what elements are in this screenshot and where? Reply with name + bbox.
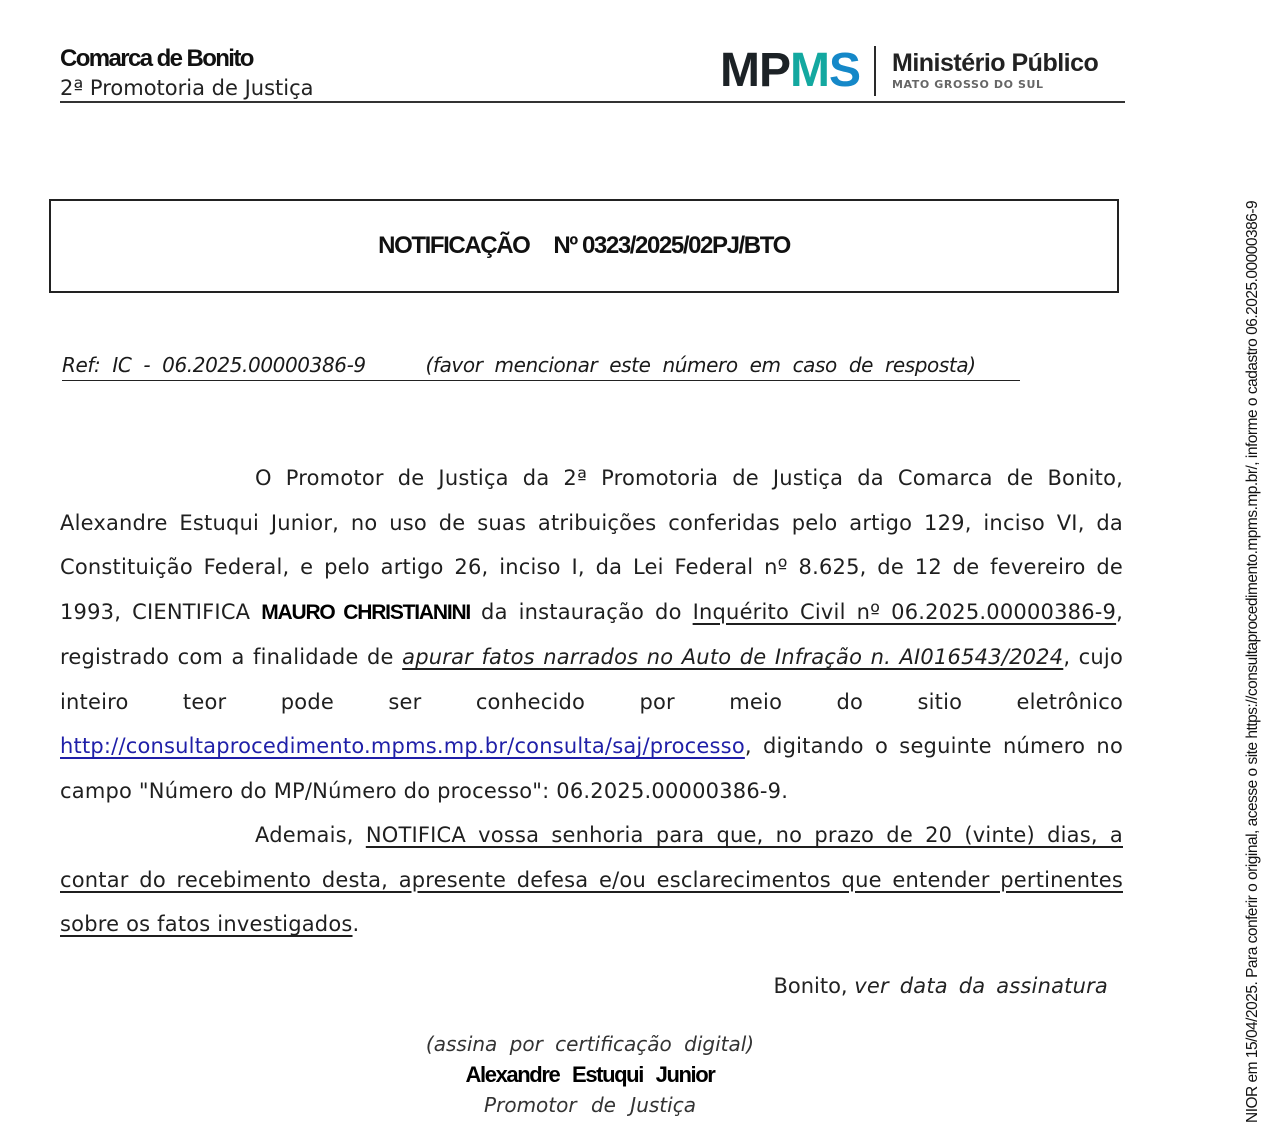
header-left (60, 44, 314, 102)
paragraph-1 (60, 456, 1123, 813)
logo-subtitle: MATO GROSSO DO SUL (892, 78, 1044, 91)
promotoria-subtitle: 2ª Promotoria de Justiça (60, 76, 314, 100)
reference-code: Ref: IC - 06.2025.00000386-9 (62, 353, 366, 377)
p1-intro: O Promotor de Justiça da 2ª Promotoria de Justiça da Comarca de Bonito, Alexandre Estuqui Junior, no uso de suas atribuições conferidas pelo artigo 129, inciso VI, da Constituição Federal, e pelo artigo 26, inciso I, da Lei Federal nº 8.625, de 12 de fevereiro de 1993, CIENTIFICA (60, 466, 1123, 624)
p1-site: , cujo inteiro teor pode ser conhecido por meio do sitio eletrônico (60, 645, 1123, 714)
reference-note: (favor mencionar este número em caso de resposta) (425, 353, 976, 377)
logo-title: Ministério Público (892, 49, 1099, 77)
place-city: Bonito, (773, 974, 848, 998)
side-stamp: NIOR em 15/04/2025. Para conferir o original, acesse o site https://consultaprocedimento.mpms.mp.br/, informe o cadastro 06.2025.00000386-9 (1244, 200, 1261, 1123)
p1-end: , digitando o seguinte número no campo "Número do MP/Número do processo": 06.2025.00000386-9. (60, 734, 1123, 803)
mpms-logo (720, 42, 1098, 100)
header-rule (60, 101, 1125, 103)
p2-start: Ademais, (255, 823, 354, 847)
notification-body (60, 456, 1123, 947)
signature-note: (assina por certificação digital) (425, 1032, 755, 1056)
logo-text (892, 49, 1098, 93)
date-note: ver data da assinatura (854, 974, 1108, 998)
side-stamp-container (1228, 0, 1280, 1123)
consulta-link[interactable]: http://consultaprocedimento.mpms.mp.br/consulta/saj/processo (60, 734, 745, 758)
notification-number: Nº 0323/2025/02PJ/BTO (553, 232, 790, 259)
notification-box (49, 199, 1119, 293)
notification-label: NOTIFICAÇÃO (378, 232, 530, 259)
inquiry-purpose: apurar fatos narrados no Auto de Infração n. AI016543/2024 (402, 645, 1064, 669)
logo-letter-m2: M (790, 44, 829, 97)
notice-text: NOTIFICA vossa senhoria para que, no prazo de 20 (vinte) dias, a contar do recebimento desta, apresente defesa e/ou esclarecimentos que entender pertinentes sobre os fatos investigados (60, 823, 1123, 936)
place-date (773, 970, 1108, 1002)
mpms-logo-mark (720, 43, 860, 99)
paragraph-2 (60, 813, 1123, 947)
inquiry-number: Inquérito Civil nº 06.2025.00000386-9 (692, 599, 1117, 624)
notification-title (378, 232, 790, 260)
logo-letter-s: S (828, 44, 860, 97)
logo-letter-p: P (758, 44, 790, 97)
signature-role: Promotor de Justiça (484, 1093, 696, 1117)
p1-mid: da instauração do (481, 599, 682, 624)
logo-letter-m: M (720, 44, 759, 97)
logo-divider (874, 46, 876, 96)
signature-name: Alexandre Estuqui Junior (465, 1062, 715, 1087)
reference-line (62, 350, 1020, 381)
notified-name: MAURO CHRISTIANINI (261, 600, 471, 624)
p1-purpose: , registrado com a finalidade de (60, 599, 1123, 669)
p2-end: . (352, 912, 360, 936)
comarca-title: Comarca de Bonito (60, 45, 253, 72)
